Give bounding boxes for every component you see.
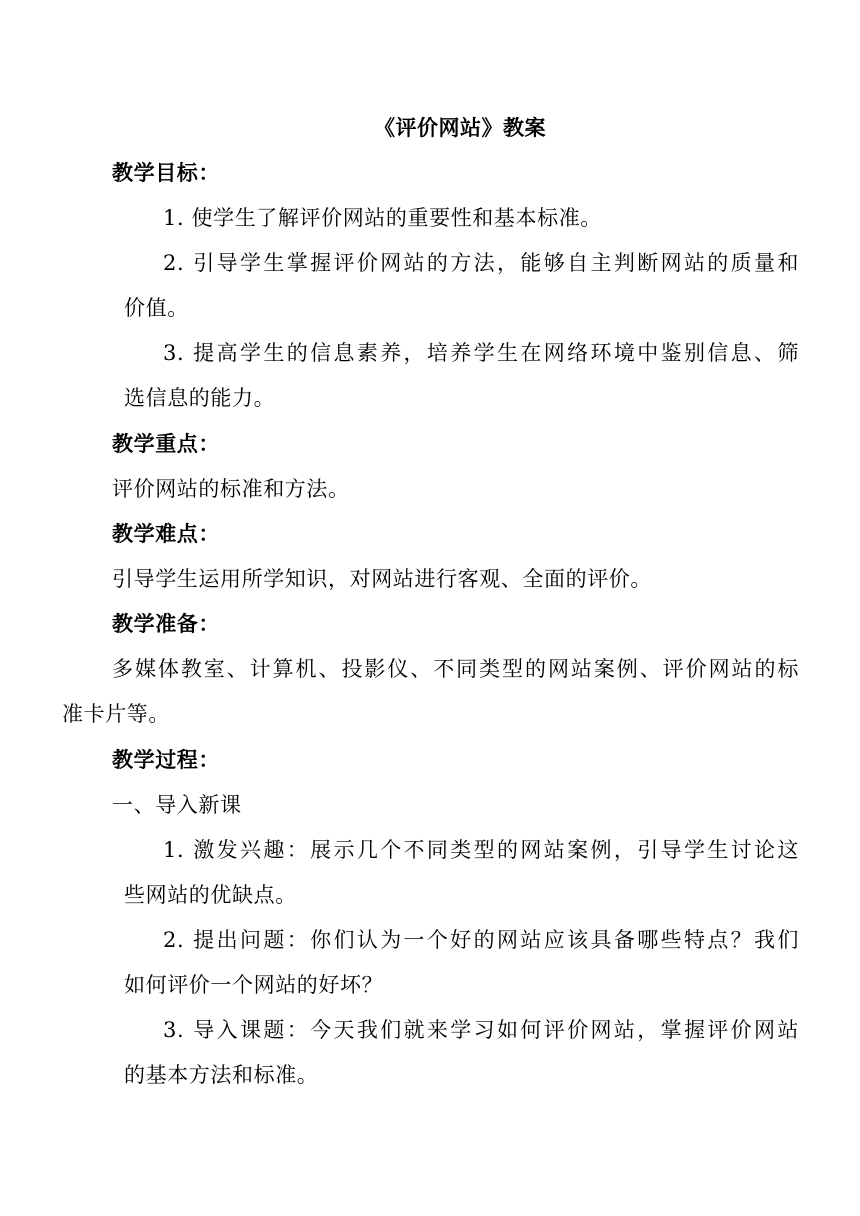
objective-item-3-line1: 3. 提高学生的信息素养，培养学生在网络环境中鉴别信息、筛	[163, 341, 799, 365]
process-item-3-line1: 3. 导入课题：今天我们就来学习如何评价网站，掌握评价网站	[163, 1018, 799, 1042]
difficulties-heading: 教学难点：	[112, 521, 220, 546]
objective-item-1: 1. 使学生了解评价网站的重要性和基本标准。	[163, 206, 602, 230]
process-item-1-line1: 1. 激发兴趣：展示几个不同类型的网站案例，引导学生讨论这	[163, 838, 799, 862]
document-title: 《评价网站》教案	[374, 115, 546, 140]
objectives-heading: 教学目标：	[112, 160, 220, 185]
process-item-2-line2: 如何评价一个网站的好坏？	[124, 973, 384, 997]
preparation-line2: 准卡片等。	[62, 702, 170, 726]
process-item-1-line2: 些网站的优缺点。	[124, 883, 297, 907]
objective-item-2-line1: 2. 引导学生掌握评价网站的方法，能够自主判断网站的质量和	[163, 251, 799, 275]
process-item-2-line1: 2. 提出问题：你们认为一个好的网站应该具备哪些特点？我们	[163, 928, 799, 952]
preparation-heading: 教学准备：	[112, 611, 220, 636]
key-points-text: 评价网站的标准和方法。	[112, 477, 350, 501]
objective-item-3-line2: 选信息的能力。	[124, 386, 276, 410]
key-points-heading: 教学重点：	[112, 431, 220, 456]
process-item-3-line2: 的基本方法和标准。	[124, 1063, 319, 1087]
process-section1-title: 一、导入新课	[112, 793, 242, 817]
objective-item-2-line2: 价值。	[124, 296, 189, 320]
process-heading: 教学过程：	[112, 747, 220, 772]
difficulties-text: 引导学生运用所学知识，对网站进行客观、全面的评价。	[112, 567, 652, 591]
preparation-line1: 多媒体教室、计算机、投影仪、不同类型的网站案例、评价网站的标	[112, 657, 799, 681]
